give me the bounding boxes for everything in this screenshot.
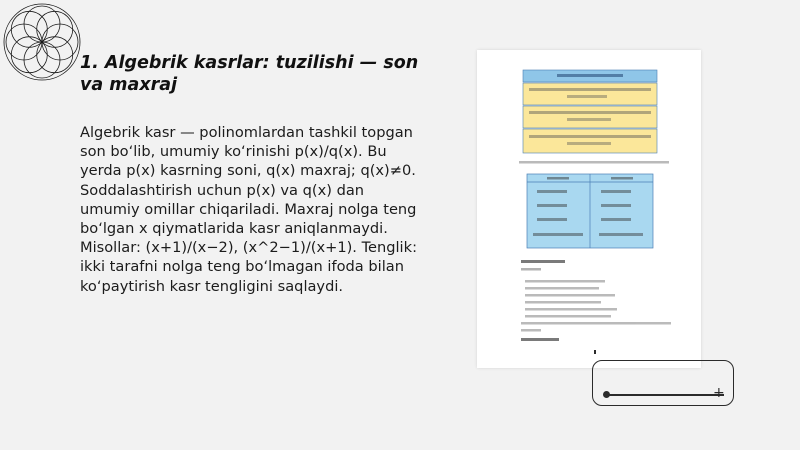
plus-icon: + [713, 385, 725, 401]
slide-title: 1. Algebrik kasrlar: tuzilishi — son va maxraj [80, 53, 419, 95]
frame-line [606, 394, 724, 396]
frame-dot-icon [603, 391, 610, 398]
document-image [477, 50, 701, 368]
slide-paragraph: Algebrik kasr — polinomlardan tashkil topgan son bo‘lib, umumiy ko‘rinishi p(x)/q(x). Bu yerda p(x) kasrning soni, q(x) maxraj; q(x)≠0. Soddalashtirish uchun p(x) va q(x) dan umumiy omillar chiqariladi. Maxraj nolga teng bo‘lgan x qiymatlarida kasr aniqlanmaydi. Misollar: (x+1)/(x−2), (x^2−1)/(x+1). Tenglik: ikki tarafni nolga teng bo‘lmagan ifoda bilan ko‘paytirish kasr tengligini saqlaydi. [80, 124, 417, 295]
worksheet-thumbnail-icon [477, 50, 701, 368]
circular-ornament-icon [2, 2, 82, 82]
frame-tick-mark [594, 350, 596, 354]
